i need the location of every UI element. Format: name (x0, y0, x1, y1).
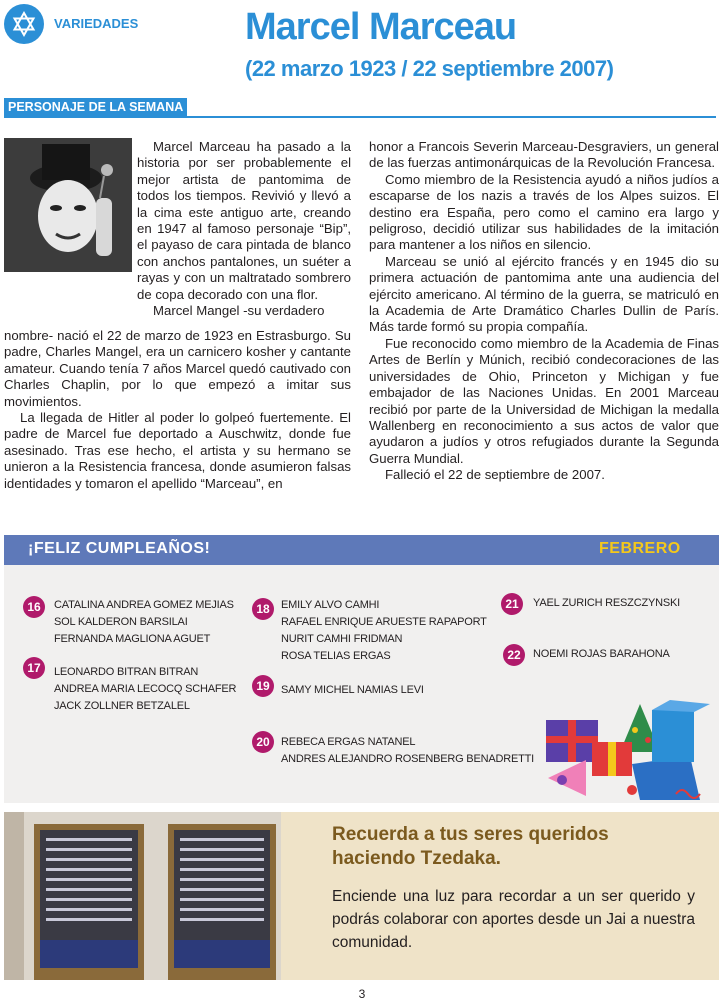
article-subtitle: (22 marzo 1923 / 22 septiembre 2007) (245, 56, 614, 81)
paragraph: La llegada de Hitler al poder lo golpeó fuertemente. El padre de Marcel fue deportado a Auschwitz, donde fue asesinado. Tras ese hecho, el artista y su hermano se unieron a la Resistencia francesa, donde asumieron falsas identidades y tomaron el apellido “Marceau”, en (4, 410, 351, 491)
birthday-name: RAFAEL ENRIQUE ARUESTE RAPAPORT (281, 616, 487, 628)
article-column-1-top (137, 139, 351, 319)
article-column-1-bottom (4, 328, 351, 492)
paragraph: Marceau se unió al ejército francés y en 1945 dio su primera actuación de pantomima ante una audiencia del ejército americano. Al término de la guerra, se matriculó en la Academia de Arte Dramático Charles Dullin de París. Más tarde formó su propia compañía. (369, 253, 719, 335)
birthday-names (281, 682, 424, 699)
birthday-name: LEONARDO BITRAN BITRAN (54, 666, 199, 678)
birthday-name: FERNANDA MAGLIONA AGUET (54, 633, 211, 645)
memorial-plaques-photo (4, 812, 281, 980)
day-badge: 20 (252, 731, 274, 753)
birthday-name: ROSA TELIAS ERGAS (281, 650, 391, 662)
paragraph: Marcel Marceau ha pasado a la historia por ser probablemente el mejor artista de pantomima de todos los tiempos. Revivió y llevó a la cima este antiguo arte, creando en 1947 al famoso personaje “Bip”, el payaso de cara pintada de blanco con anchos pantalones, un suéter a rayas y con un maltratado sombrero de copa decorado con una flor. (137, 139, 351, 302)
birthday-name: EMILY ALVO CAMHI (281, 599, 380, 611)
tzedaka-title (332, 823, 609, 871)
day-badge: 17 (23, 657, 45, 679)
tzedaka-title-line-1: Recuerda a tus seres queridos (332, 824, 609, 845)
birthday-names (54, 664, 236, 715)
birthday-names (54, 597, 234, 648)
paragraph: Marcel Mangel -su verdadero (153, 303, 325, 319)
paragraph: Fue reconocido como miembro de la Academia de Finas Artes de Berlín y Múnich, recibió condecoraciones de las universidades de Ohio, Princeton y Michigan y fue embajador de las Naciones Unidas. En 2001 Marceau recibió por parte de la Universidad de Michigan la medalla Wallenberg en reconocimiento a sus actos de valor que ayudaron a judíos y otros refugiados durante la Segunda Guerra Mundial. (369, 335, 719, 466)
birthday-names (281, 597, 487, 665)
birthday-names (533, 646, 670, 663)
star-of-david-logo-icon (4, 4, 44, 44)
birthday-name: CATALINA ANDREA GOMEZ MEJIAS (54, 599, 234, 611)
section-tag: PERSONAJE DE LA SEMANA (4, 98, 187, 116)
birthday-name: ANDREA MARIA LECOCQ SCHAFER (54, 683, 237, 695)
section-label: VARIEDADES (54, 16, 139, 31)
marcel-marceau-photo (4, 138, 132, 272)
tzedaka-text: Enciende una luz para recordar a un ser querido y podrás colaborar con aportes desde un Jai a nuestra comunidad. (332, 888, 695, 951)
gift-boxes-illustration (540, 700, 710, 800)
birthday-names (533, 595, 680, 612)
article-column-2 (369, 139, 719, 484)
paragraph: honor a Francois Severin Marceau-Desgraviers, un general de las fuerzas antimonárquicas de la Revolución Francesa. (369, 139, 719, 171)
day-badge: 18 (252, 598, 274, 620)
page-number: 3 (358, 987, 366, 1001)
tzedaka-title-line-2: haciendo Tzedaka. (332, 848, 501, 869)
day-badge: 19 (252, 675, 274, 697)
day-badge: 21 (501, 593, 523, 615)
birthday-name: JACK ZOLLNER BETZALEL (54, 700, 190, 712)
day-badge: 22 (503, 644, 525, 666)
birthday-name: SOL KALDERON BARSILAI (54, 616, 188, 628)
day-badge: 16 (23, 596, 45, 618)
divider (4, 116, 716, 118)
birthday-names (281, 734, 534, 768)
birthday-name: NURIT CAMHI FRIDMAN (281, 633, 403, 645)
birthday-name: SAMY MICHEL NAMIAS LEVI (281, 684, 424, 696)
birthday-name: REBECA ERGAS NATANEL (281, 736, 416, 748)
birthday-name: YAEL ZURICH RESZCZYNSKI (533, 597, 680, 609)
birthday-name: ANDRES ALEJANDRO ROSENBERG BENADRETTI (281, 753, 534, 765)
paragraph: Como miembro de la Resistencia ayudó a niños judíos a escaparse de los nazis a través de los Alpes suizos. El destino era España, pero como el camino era largo y peligroso, decidió utilizar sus habilidades de la imitación para mantener a los niños en silencio. (369, 171, 719, 253)
article-title: Marcel Marceau (245, 6, 517, 48)
birthday-month: FEBRERO (599, 540, 681, 557)
birthday-title: ¡FELIZ CUMPLEAÑOS! (28, 540, 211, 557)
birthday-name: NOEMI ROJAS BARAHONA (533, 648, 670, 660)
paragraph: Falleció el 22 de septiembre de 2007. (385, 467, 605, 483)
paragraph: nombre- nació el 22 de marzo de 1923 en Estrasburgo. Su padre, Charles Mangel, era un carnicero kosher y cantante amateur. Cuando tenía 7 años Marcel quedó cautivado con Charles Chaplin, por lo que empezó a imitar sus movimientos. (4, 328, 351, 409)
